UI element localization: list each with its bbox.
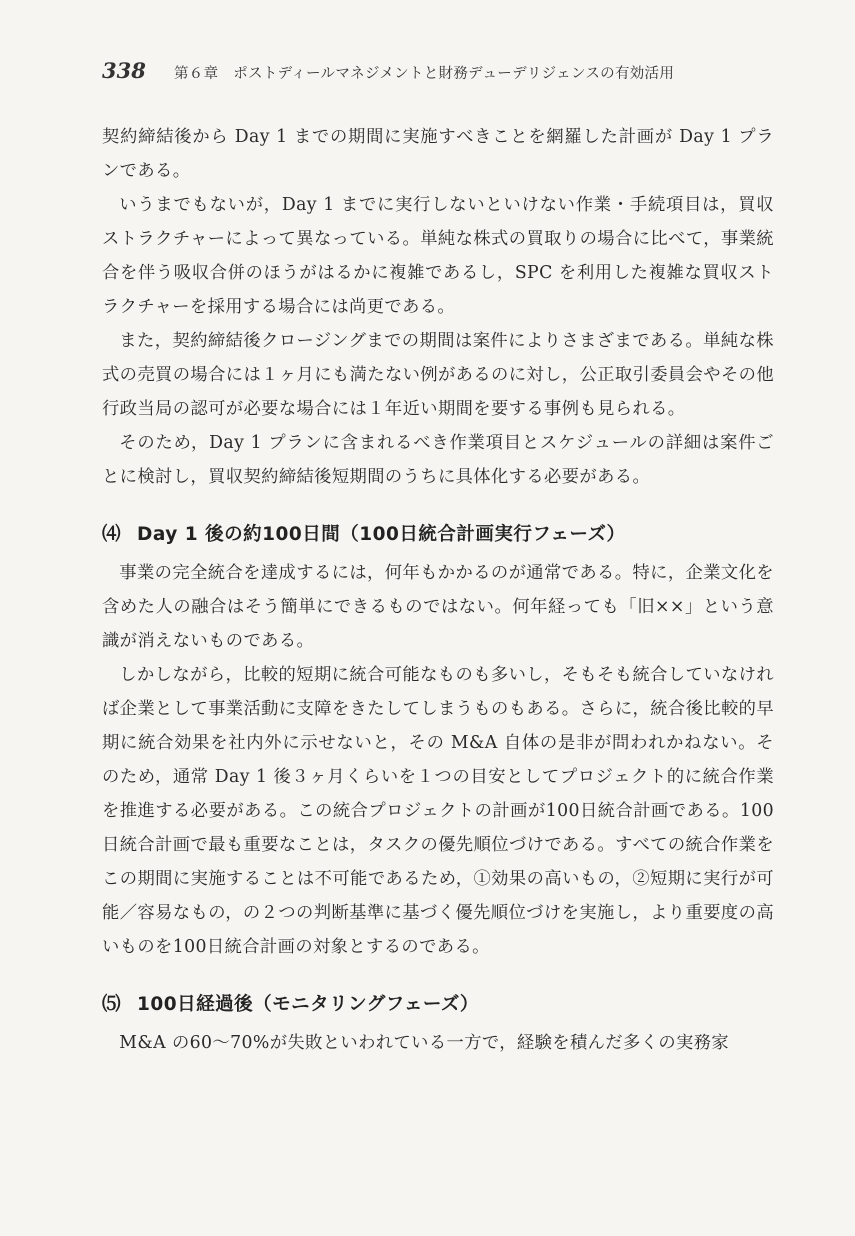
- paragraph: また，契約締結後クロージングまでの期間は案件によりさまざまである。単純な株式の売買の場合には１ヶ月にも満たない例があるのに対し，公正取引委員会やその他行政当局の認可が必要な場合には１年近い期間を要する事例も見られる。: [102, 331, 774, 419]
- body-text: [102, 120, 774, 1060]
- paragraph: 契約締結後から Day 1 までの期間に実施すべきことを網羅した計画が Day 1 プランである。: [102, 127, 774, 181]
- paragraph: いうまでもないが，Day 1 までに実行しないといけない作業・手続項目は，買収ストラクチャーによって異なっている。単純な株式の買取りの場合に比べて，事業統合を伴う吸収合併のほうがはるかに複雑であるし，SPC を利用した複雑な買収ストラクチャーを採用する場合には尚更である。: [102, 195, 774, 317]
- paragraph: M&A の60～70%が失敗といわれている一方で，経験を積んだ多くの実務家: [119, 1033, 730, 1053]
- section-number: ⑸: [102, 994, 122, 1015]
- page-number: 338: [102, 58, 146, 83]
- section-number: ⑷: [102, 524, 122, 545]
- running-title: 第６章 ポストディールマネジメントと財務デューデリジェンスの有効活用: [174, 66, 675, 82]
- paragraph: そのため，Day 1 プランに含まれるべき作業項目とスケジュールの詳細は案件ごとに検討し，買収契約締結後短期間のうちに具体化する必要がある。: [102, 433, 774, 487]
- section-title: Day 1 後の約100日間（100日統合計画実行フェーズ）: [137, 524, 626, 545]
- paragraph: 事業の完全統合を達成するには，何年もかかるのが通常である。特に，企業文化を含めた人の融合はそう簡単にできるものではない。何年経っても「旧××」という意識が消えないものである。: [102, 563, 774, 651]
- paragraph: しかしながら，比較的短期に統合可能なものも多いし，そもそも統合していなければ企業として事業活動に支障をきたしてしまうものもある。さらに，統合後比較的早期に統合効果を社内外に示せないと，その M&A 自体の是非が問われかねない。そのため，通常 Day 1 後３ヶ月くらいを１つの目安としてプロジェクト的に統合作業を推進する必要がある。この統合プロジェクトの計画が100日統合計画である。100日統合計画で最も重要なことは，タスクの優先順位づけである。すべての統合作業をこの期間に実施することは不可能であるため，①効果の高いもの，②短期に実行が可能／容易なもの，の２つの判断基準に基づく優先順位づけを実施し，より重要度の高いものを100日統合計画の対象とするのである。: [102, 665, 774, 957]
- section-title: 100日経過後（モニタリングフェーズ）: [137, 994, 479, 1015]
- section-heading-5: [102, 988, 774, 1022]
- section-heading-4: [102, 518, 774, 552]
